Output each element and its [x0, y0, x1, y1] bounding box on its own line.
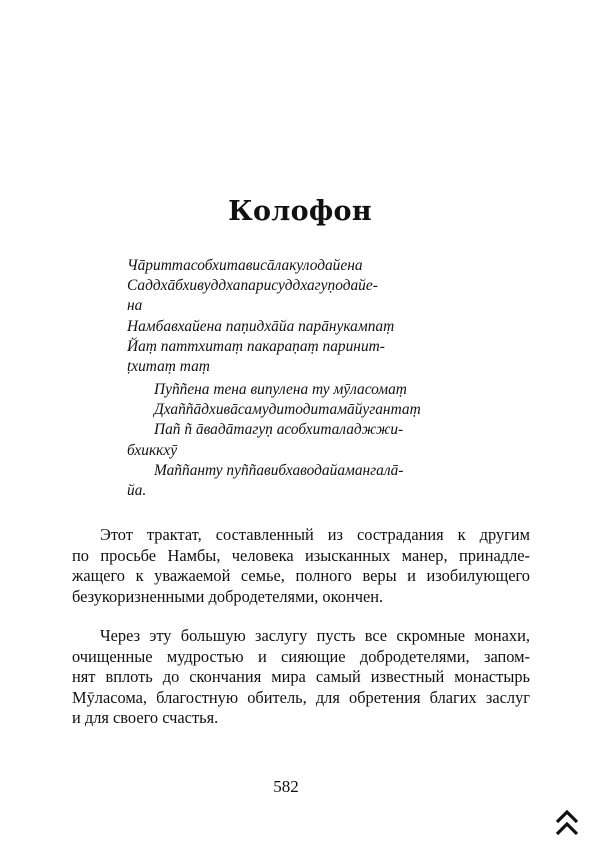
verse-line: на: [127, 297, 143, 315]
paragraph-line: Этот трактат, составленный из сострадания к другим: [100, 525, 530, 544]
verse-line: Чāриттасобхитависāлакулодайена: [127, 257, 363, 274]
verse-line: Йаṃ паттхитаṃ пакараṇаṃ паринит-: [127, 337, 385, 355]
paragraph-2: [72, 626, 530, 729]
paragraph-line: безукоризненными добродетелями, окончен.: [72, 586, 384, 606]
paragraph-line: Через эту большую заслугу пусть все скромные монахи,: [100, 626, 530, 645]
paragraph-line: Мӯласома, благостную обитель, для обретения благих заслуг: [72, 687, 530, 707]
verse-line: ṭхитаṃ таṃ: [127, 358, 210, 376]
verse-line: Пуññена тена випулена ту мӯласомаṃ: [154, 381, 407, 398]
paragraph-line: очищенные мудростью и сияющие добродетелями, запом-: [72, 646, 530, 666]
verse-line: Маññанту пуññавибхаводайамангалā-: [154, 461, 404, 479]
verse-line: Намбавхайена паṇидхāйа парāнукампаṃ: [127, 317, 395, 335]
verse-stanza-1: [127, 256, 447, 377]
verse-stanza-2: [127, 380, 447, 501]
page-number: 582: [273, 777, 299, 796]
verse-line: бхиккхӯ: [127, 441, 178, 459]
paragraph-line: жащего к уважаемой семье, полного веры и изобилующего: [72, 566, 530, 585]
double-chevron-up-icon: [552, 806, 582, 840]
verse-line: Дхаññāдхивāсамудитодитамāйугантаṃ: [154, 401, 421, 419]
paragraph-line: по просьбе Намбы, человека изысканных манер, принадле-: [72, 545, 530, 565]
paragraph-1: [72, 525, 530, 607]
paragraph-line: и для своего счастья.: [72, 708, 219, 727]
paragraph-line: нят вплоть до скончания мира самый известный монастырь: [72, 667, 530, 686]
verse-line: йа.: [127, 482, 147, 500]
verse-line: Саддхāбхивуддхапарисуддхагуṇодайе-: [127, 277, 378, 295]
page-title: Колофон: [228, 196, 372, 227]
scroll-to-top-button[interactable]: [552, 806, 582, 840]
verse-line: Паñ ñ āвадāтагуṇ асобхиталаджжи-: [154, 421, 404, 439]
